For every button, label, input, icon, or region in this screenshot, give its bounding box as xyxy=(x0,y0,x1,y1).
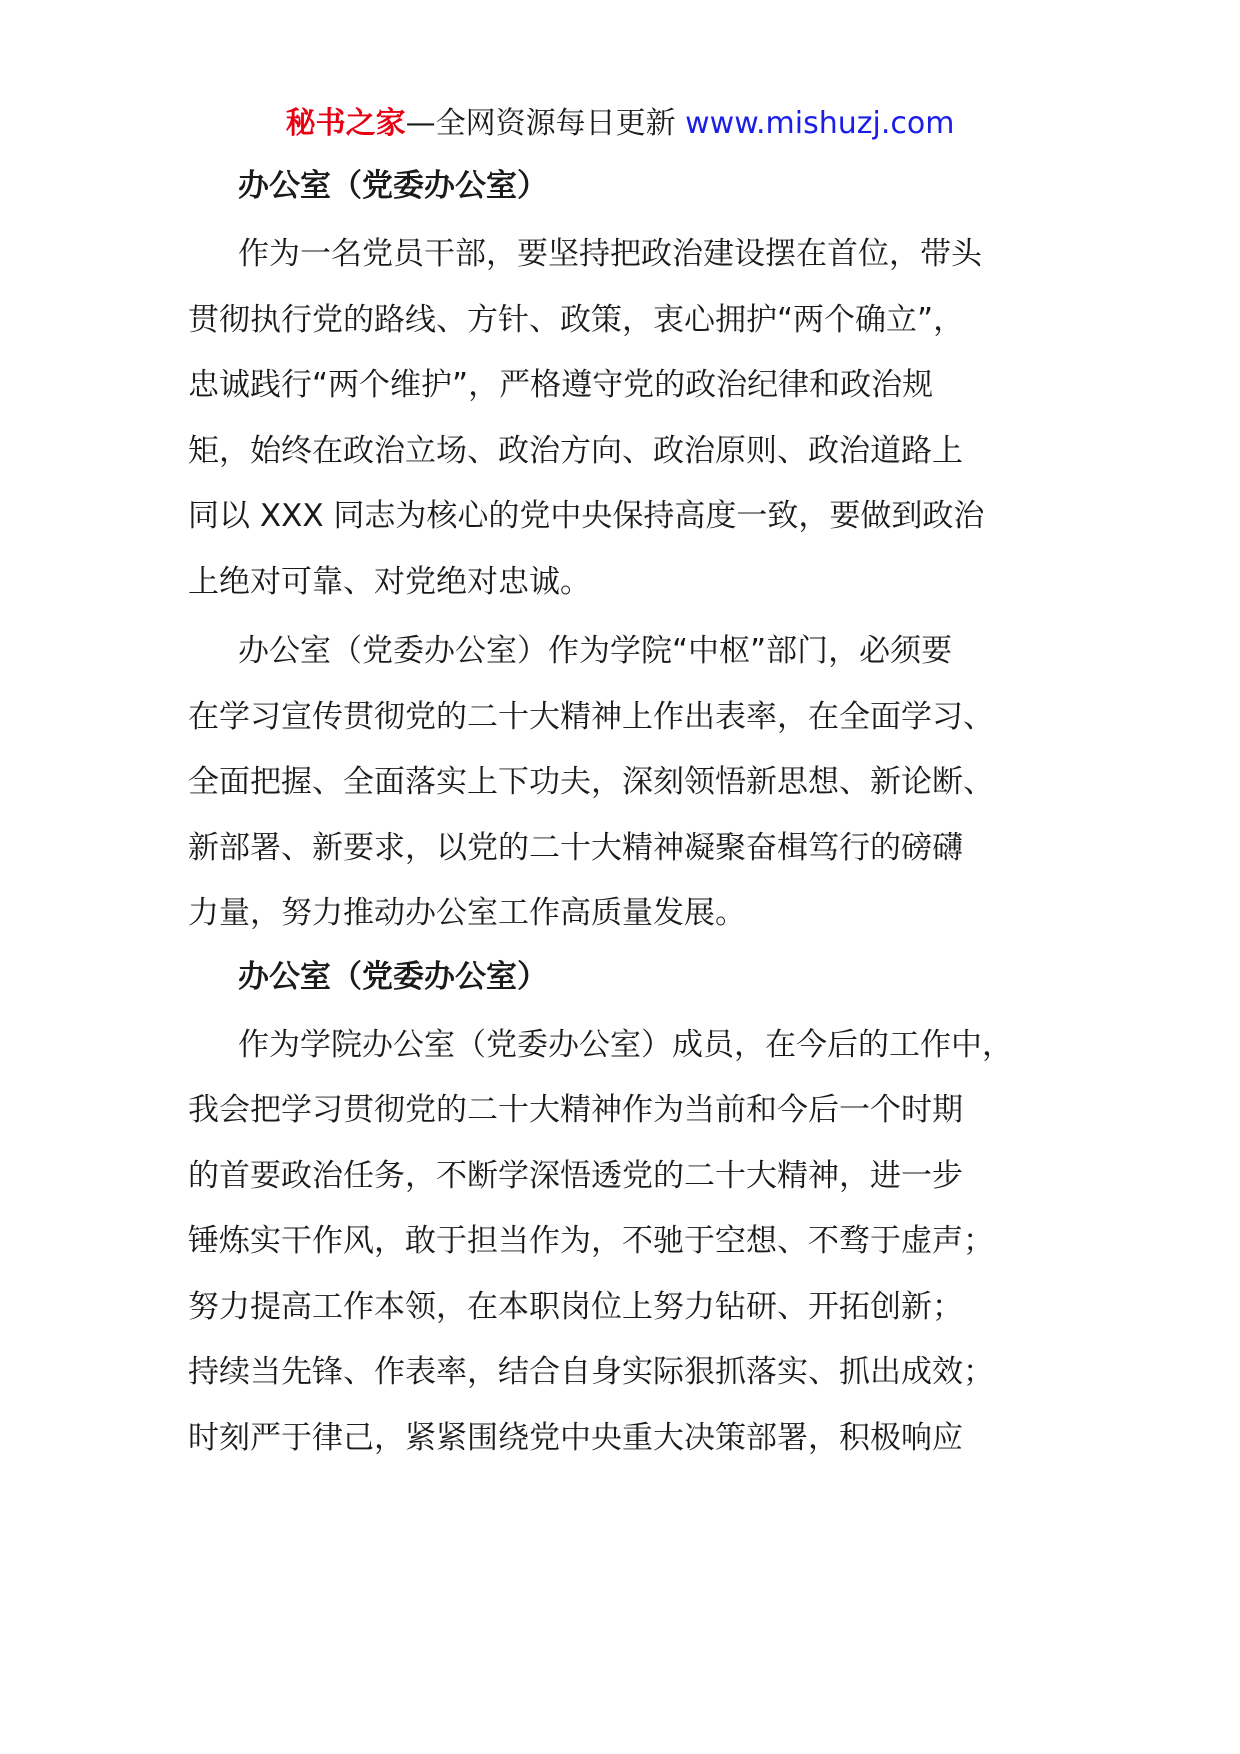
paragraph-line: 上绝对可靠、对党绝对忠诚。 xyxy=(188,563,591,600)
paragraph-line: 新部署、新要求，以党的二十大精神凝聚奋楫笃行的磅礴 xyxy=(188,829,963,866)
section-heading: 办公室（党委办公室） xyxy=(238,168,548,204)
paragraph-line: 贯彻执行党的路线、方针、政策，衷心拥护“两个确立”， xyxy=(188,301,965,338)
paragraph xyxy=(188,222,1068,615)
paragraph-line: 忠诚践行“两个维护”，严格遵守党的政治纪律和政治规 xyxy=(188,367,934,403)
paragraph-line: 作为学院办公室（党委办公室）成员，在今后的工作中， xyxy=(238,1026,1013,1063)
paragraph xyxy=(188,1013,1068,1472)
paragraph-line: 全面把握、全面落实上下功夫，深刻领悟新思想、新论断、 xyxy=(188,764,994,800)
paragraph-line: 锤炼实干作风，敢于担当作为，不驰于空想、不骛于虚声； xyxy=(188,1223,994,1259)
section-heading: 办公室（党委办公室） xyxy=(238,958,548,995)
paragraph-line: 矩，始终在政治立场、政治方向、政治原则、政治道路上 xyxy=(188,432,963,469)
document-body xyxy=(188,166,1068,1475)
paragraph-line: 在学习宣传贯彻党的二十大精神上作出表率，在全面学习、 xyxy=(188,698,994,735)
site-url-link[interactable]: www.mishuzj.com xyxy=(685,106,955,141)
paragraph-line: 我会把学习贯彻党的二十大精神作为当前和今后一个时期 xyxy=(188,1092,963,1128)
paragraph-line: 的首要政治任务，不断学深悟透党的二十大精神，进一步 xyxy=(188,1157,963,1194)
paragraph-line: 持续当先锋、作表率，结合自身实际狠抓落实、抓出成效； xyxy=(188,1354,994,1390)
paragraph-line: 力量，努力推动办公室工作高质量发展。 xyxy=(188,895,746,931)
header-tagline: —全网资源每日更新 xyxy=(405,106,676,141)
paragraph-line: 努力提高工作本领，在本职岗位上努力钻研、开拓创新； xyxy=(188,1288,963,1325)
site-header xyxy=(0,104,1240,144)
paragraph-line: 同以 XXX 同志为核心的党中央保持高度一致，要做到政治 xyxy=(188,498,985,534)
paragraph xyxy=(188,619,1068,947)
brand-name: 秘书之家 xyxy=(285,106,406,141)
paragraph-line: 时刻严于律己，紧紧围绕党中央重大决策部署，积极响应 xyxy=(188,1419,963,1456)
paragraph-line: 作为一名党员干部，要坚持把政治建设摆在首位，带头 xyxy=(238,236,982,272)
paragraph-line: 办公室（党委办公室）作为学院“中枢”部门，必须要 xyxy=(238,633,953,669)
